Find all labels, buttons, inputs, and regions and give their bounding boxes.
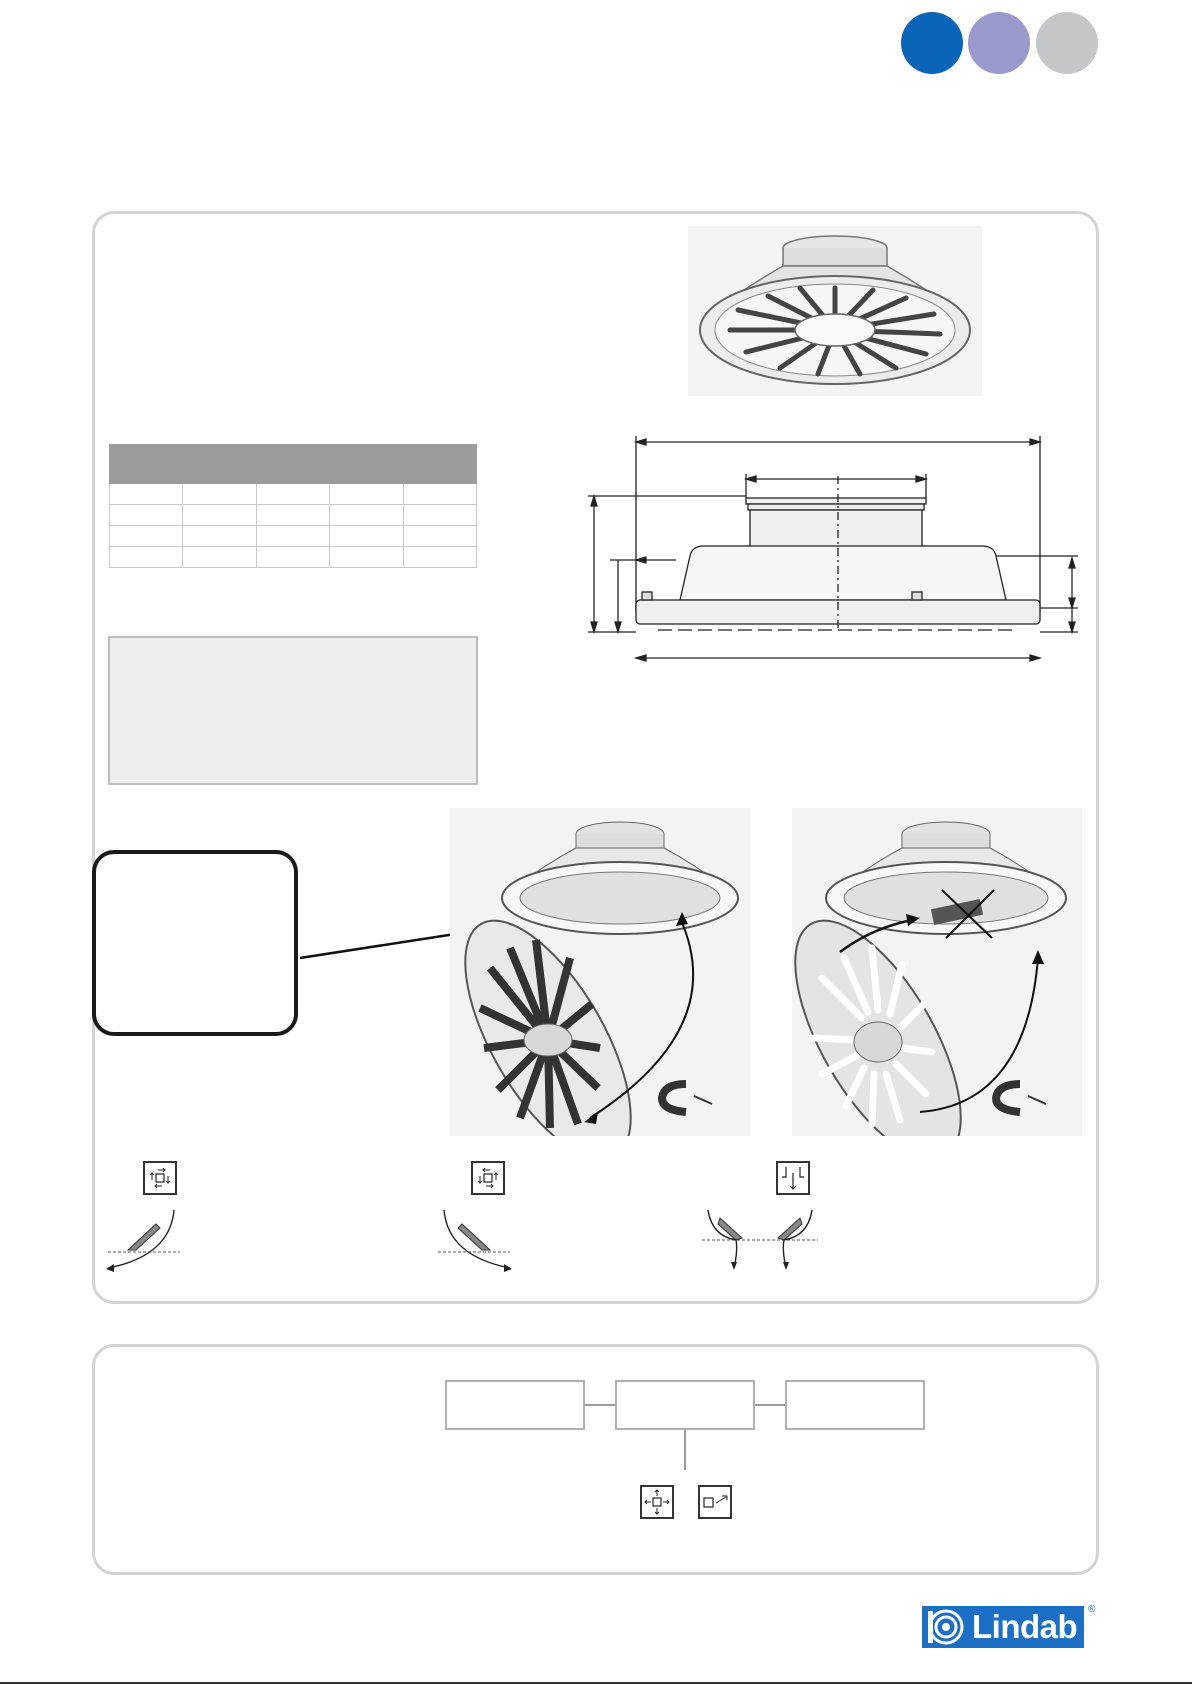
- header-dot-blue: [901, 12, 963, 74]
- table-header-cell: [330, 445, 403, 484]
- slotted-plate-open-icon: [792, 808, 1082, 1136]
- diffuser-photo-icon: [688, 226, 982, 396]
- ordering-panel: [92, 1344, 1099, 1575]
- install-illustration-adjustable: [450, 808, 750, 1136]
- connector-line: [684, 1430, 686, 1470]
- info-box: [108, 636, 478, 785]
- table-header-cell: [256, 445, 329, 484]
- table-header-cell: [183, 445, 256, 484]
- table-row: [110, 505, 477, 526]
- lindab-logo: [922, 1606, 1084, 1648]
- table-row: [110, 526, 477, 547]
- flow-sketch-vertical: [700, 1206, 820, 1272]
- order-magnet-icon-box: [698, 1485, 732, 1519]
- dimension-table: [109, 444, 477, 568]
- footer-line: [0, 1682, 1192, 1684]
- connector-line: [585, 1404, 615, 1406]
- order-code-box-3: [785, 1380, 925, 1430]
- table-header-row: [110, 445, 477, 484]
- install-illustration-magnet: [792, 808, 1082, 1136]
- order-code-box-2: [615, 1380, 755, 1430]
- flow-sketch-counterclockwise: [434, 1206, 514, 1272]
- order-code-box-1: [445, 1380, 585, 1430]
- table-row: [110, 484, 477, 505]
- dimension-drawing-icon: [588, 432, 1083, 668]
- rotate-cw-icon-box: [143, 1161, 177, 1195]
- table-header-cell: [403, 445, 476, 484]
- connector-line: [755, 1404, 785, 1406]
- rotate-clockwise-icon: [145, 1163, 175, 1193]
- registered-mark: ®: [1088, 1604, 1096, 1615]
- order-adjust-icon-box: [640, 1485, 674, 1519]
- diffuser-photo: [688, 226, 982, 396]
- rotate-counterclockwise-icon: [473, 1163, 503, 1193]
- header-dot-lavender: [968, 12, 1030, 74]
- header-dot-grey: [1036, 12, 1098, 74]
- flow-sketch-clockwise: [104, 1206, 184, 1272]
- rotate-ccw-icon-box: [471, 1161, 505, 1195]
- magnet-mount-icon: [700, 1487, 730, 1517]
- table-row: [110, 547, 477, 568]
- swirl-plate-open-icon: [450, 808, 750, 1136]
- table-header-cell: [110, 445, 183, 484]
- vertical-icon-box: [776, 1161, 810, 1195]
- callout-box: [92, 850, 298, 1036]
- vertical-flow-icon: [778, 1163, 808, 1193]
- four-way-arrows-icon: [642, 1487, 672, 1517]
- dimension-drawing: [588, 432, 1083, 668]
- lindab-logo-icon: [926, 1607, 966, 1647]
- logo-text: Lindab: [972, 1608, 1078, 1645]
